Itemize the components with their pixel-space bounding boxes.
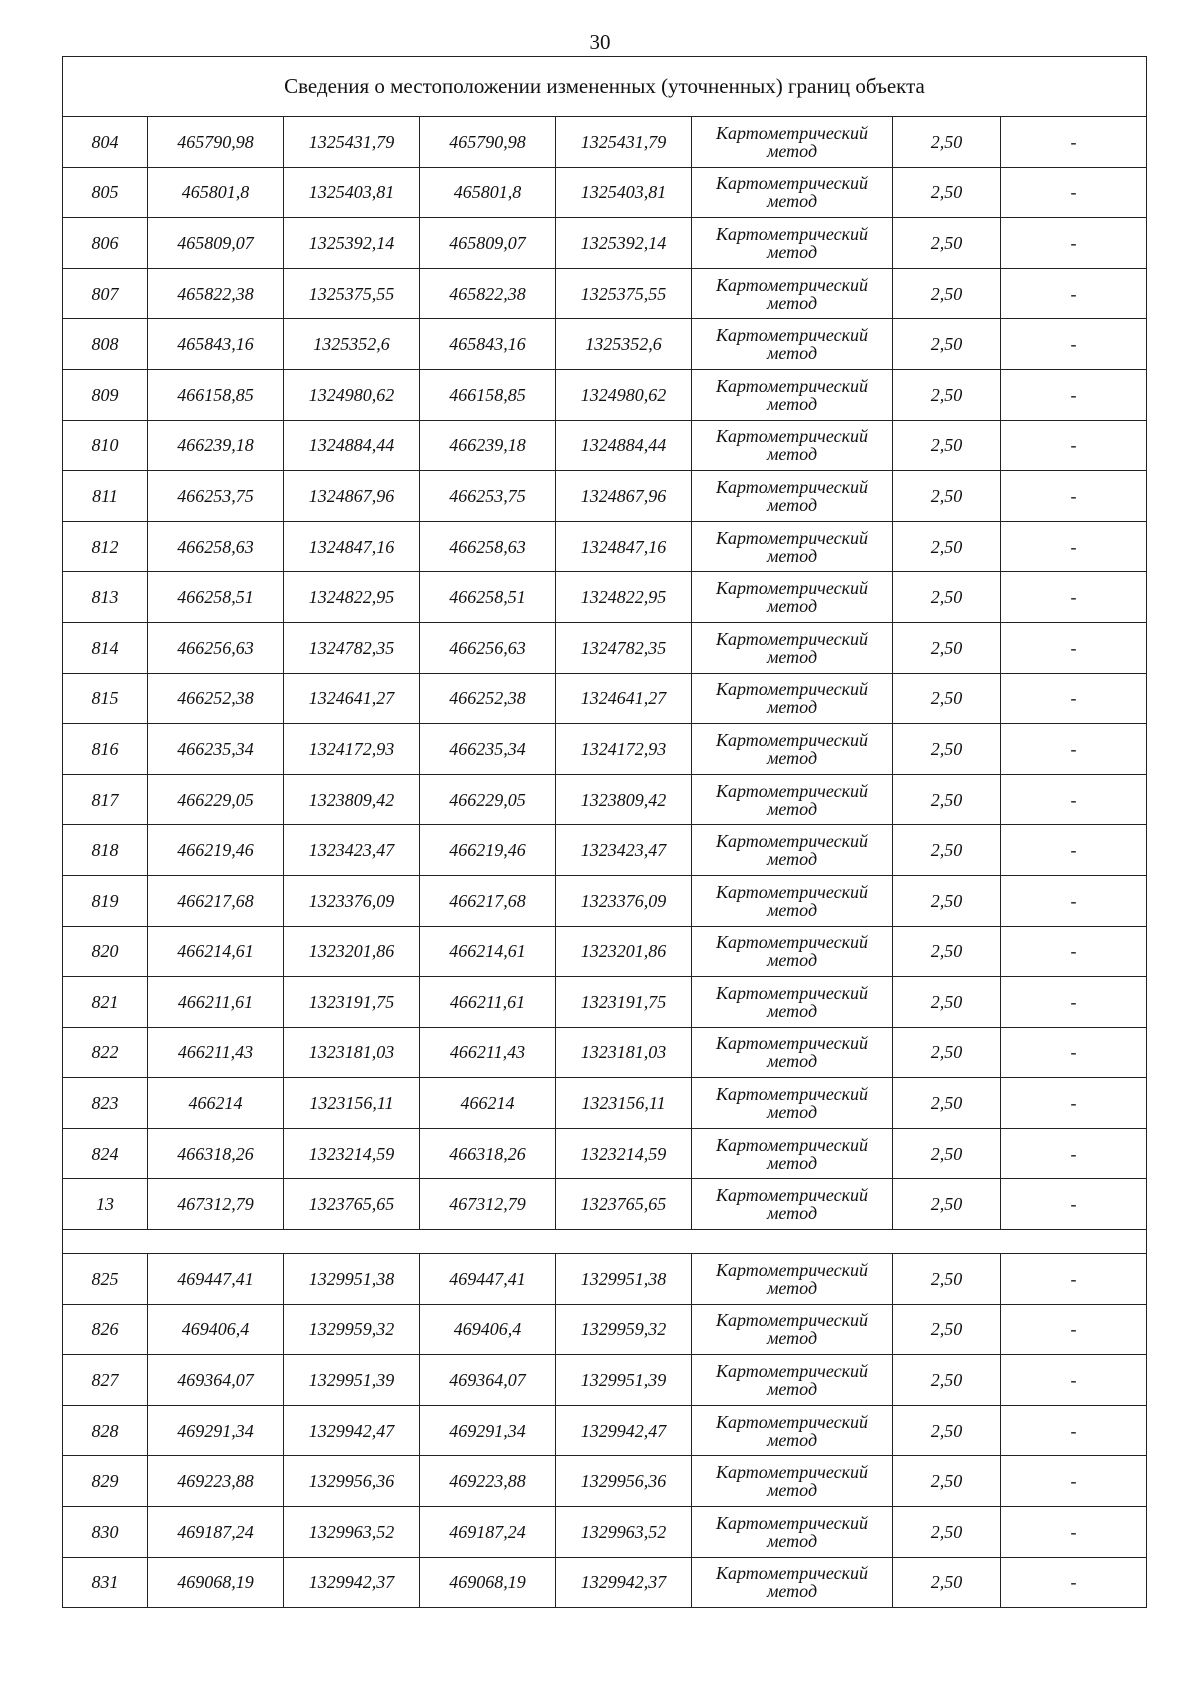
- existing-y-cell: 1329956,36: [284, 1456, 420, 1507]
- note-cell: -: [1001, 167, 1147, 218]
- accuracy-cell: 2,50: [893, 572, 1001, 623]
- refined-y-cell: 1323191,75: [556, 977, 692, 1028]
- note-cell: -: [1001, 1128, 1147, 1179]
- method-cell: Картометрический метод: [692, 1254, 893, 1305]
- method-cell: Картометрический метод: [692, 218, 893, 269]
- refined-y-cell: 1324822,95: [556, 572, 692, 623]
- note-cell: -: [1001, 1304, 1147, 1355]
- existing-x-cell: 466258,63: [148, 521, 284, 572]
- table-row: [63, 1355, 1147, 1406]
- existing-y-cell: 1329959,32: [284, 1304, 420, 1355]
- method-cell: Картометрический метод: [692, 319, 893, 370]
- note-cell: -: [1001, 926, 1147, 977]
- method-cell: Картометрический метод: [692, 673, 893, 724]
- existing-y-cell: 1324172,93: [284, 724, 420, 775]
- table-row: [63, 1078, 1147, 1129]
- point-number-cell: 805: [63, 167, 148, 218]
- note-cell: -: [1001, 572, 1147, 623]
- refined-y-cell: 1325392,14: [556, 218, 692, 269]
- refined-x-cell: 469068,19: [420, 1557, 556, 1608]
- note-cell: -: [1001, 622, 1147, 673]
- accuracy-cell: 2,50: [893, 369, 1001, 420]
- table-row: [63, 369, 1147, 420]
- refined-x-cell: 465822,38: [420, 268, 556, 319]
- refined-x-cell: 466235,34: [420, 724, 556, 775]
- note-cell: -: [1001, 1254, 1147, 1305]
- method-cell: Картометрический метод: [692, 1179, 893, 1230]
- refined-x-cell: 466214: [420, 1078, 556, 1129]
- method-cell: Картометрический метод: [692, 1078, 893, 1129]
- refined-y-cell: 1329951,39: [556, 1355, 692, 1406]
- table-row: [63, 572, 1147, 623]
- refined-y-cell: 1329956,36: [556, 1456, 692, 1507]
- accuracy-cell: 2,50: [893, 673, 1001, 724]
- point-number-cell: 806: [63, 218, 148, 269]
- existing-x-cell: 465790,98: [148, 117, 284, 168]
- point-number-cell: 831: [63, 1557, 148, 1608]
- existing-y-cell: 1323181,03: [284, 1027, 420, 1078]
- refined-y-cell: 1329963,52: [556, 1507, 692, 1558]
- accuracy-cell: 2,50: [893, 875, 1001, 926]
- existing-x-cell: 466211,61: [148, 977, 284, 1028]
- refined-y-cell: 1323201,86: [556, 926, 692, 977]
- accuracy-cell: 2,50: [893, 1557, 1001, 1608]
- point-number-cell: 13: [63, 1179, 148, 1230]
- method-cell: Картометрический метод: [692, 521, 893, 572]
- refined-y-cell: 1323181,03: [556, 1027, 692, 1078]
- accuracy-cell: 2,50: [893, 420, 1001, 471]
- note-cell: -: [1001, 673, 1147, 724]
- existing-y-cell: 1325352,6: [284, 319, 420, 370]
- existing-x-cell: 469291,34: [148, 1405, 284, 1456]
- refined-y-cell: 1329951,38: [556, 1254, 692, 1305]
- refined-y-cell: 1324847,16: [556, 521, 692, 572]
- existing-x-cell: 466158,85: [148, 369, 284, 420]
- accuracy-cell: 2,50: [893, 825, 1001, 876]
- existing-y-cell: 1323214,59: [284, 1128, 420, 1179]
- refined-y-cell: 1324884,44: [556, 420, 692, 471]
- accuracy-cell: 2,50: [893, 1355, 1001, 1406]
- refined-x-cell: 469223,88: [420, 1456, 556, 1507]
- accuracy-cell: 2,50: [893, 117, 1001, 168]
- table-row: [63, 117, 1147, 168]
- table-title-row: [63, 57, 1147, 117]
- refined-y-cell: 1323765,65: [556, 1179, 692, 1230]
- table-row: [63, 774, 1147, 825]
- method-cell: Картометрический метод: [692, 1507, 893, 1558]
- refined-y-cell: 1325403,81: [556, 167, 692, 218]
- note-cell: -: [1001, 420, 1147, 471]
- existing-y-cell: 1329951,38: [284, 1254, 420, 1305]
- existing-x-cell: 466211,43: [148, 1027, 284, 1078]
- existing-y-cell: 1323765,65: [284, 1179, 420, 1230]
- note-cell: -: [1001, 825, 1147, 876]
- refined-x-cell: 466239,18: [420, 420, 556, 471]
- page-number: 30: [589, 30, 611, 54]
- existing-y-cell: 1324847,16: [284, 521, 420, 572]
- existing-x-cell: 466318,26: [148, 1128, 284, 1179]
- refined-x-cell: 466252,38: [420, 673, 556, 724]
- point-number-cell: 828: [63, 1405, 148, 1456]
- table-row: [63, 875, 1147, 926]
- point-number-cell: 824: [63, 1128, 148, 1179]
- note-cell: -: [1001, 117, 1147, 168]
- existing-y-cell: 1323809,42: [284, 774, 420, 825]
- accuracy-cell: 2,50: [893, 521, 1001, 572]
- table-row: [63, 1128, 1147, 1179]
- accuracy-cell: 2,50: [893, 622, 1001, 673]
- point-number-cell: 827: [63, 1355, 148, 1406]
- refined-y-cell: 1325352,6: [556, 319, 692, 370]
- table-row: [63, 926, 1147, 977]
- method-cell: Картометрический метод: [692, 117, 893, 168]
- existing-y-cell: 1329963,52: [284, 1507, 420, 1558]
- refined-x-cell: 469364,07: [420, 1355, 556, 1406]
- accuracy-cell: 2,50: [893, 167, 1001, 218]
- existing-x-cell: 466258,51: [148, 572, 284, 623]
- method-cell: Картометрический метод: [692, 572, 893, 623]
- point-number-cell: 807: [63, 268, 148, 319]
- accuracy-cell: 2,50: [893, 1179, 1001, 1230]
- refined-x-cell: 466256,63: [420, 622, 556, 673]
- method-cell: Картометрический метод: [692, 1405, 893, 1456]
- refined-x-cell: 466219,46: [420, 825, 556, 876]
- note-cell: -: [1001, 1405, 1147, 1456]
- accuracy-cell: 2,50: [893, 319, 1001, 370]
- existing-x-cell: 469068,19: [148, 1557, 284, 1608]
- existing-y-cell: 1329942,37: [284, 1557, 420, 1608]
- existing-y-cell: 1324867,96: [284, 471, 420, 522]
- point-number-cell: 811: [63, 471, 148, 522]
- table-row: [63, 521, 1147, 572]
- existing-x-cell: 467312,79: [148, 1179, 284, 1230]
- accuracy-cell: 2,50: [893, 1254, 1001, 1305]
- refined-y-cell: 1329959,32: [556, 1304, 692, 1355]
- existing-y-cell: 1323201,86: [284, 926, 420, 977]
- existing-y-cell: 1324782,35: [284, 622, 420, 673]
- refined-y-cell: 1325375,55: [556, 268, 692, 319]
- point-number-cell: 821: [63, 977, 148, 1028]
- note-cell: -: [1001, 218, 1147, 269]
- point-number-cell: 804: [63, 117, 148, 168]
- note-cell: -: [1001, 1557, 1147, 1608]
- table-row: [63, 724, 1147, 775]
- existing-x-cell: 469364,07: [148, 1355, 284, 1406]
- existing-x-cell: 466253,75: [148, 471, 284, 522]
- method-cell: Картометрический метод: [692, 1128, 893, 1179]
- refined-y-cell: 1323809,42: [556, 774, 692, 825]
- existing-y-cell: 1324980,62: [284, 369, 420, 420]
- method-cell: Картометрический метод: [692, 977, 893, 1028]
- accuracy-cell: 2,50: [893, 1128, 1001, 1179]
- method-cell: Картометрический метод: [692, 926, 893, 977]
- method-cell: Картометрический метод: [692, 825, 893, 876]
- existing-y-cell: 1324884,44: [284, 420, 420, 471]
- table-row: [63, 1304, 1147, 1355]
- existing-x-cell: 466256,63: [148, 622, 284, 673]
- method-cell: Картометрический метод: [692, 369, 893, 420]
- method-cell: Картометрический метод: [692, 1027, 893, 1078]
- refined-x-cell: 469406,4: [420, 1304, 556, 1355]
- point-number-cell: 813: [63, 572, 148, 623]
- note-cell: -: [1001, 1456, 1147, 1507]
- existing-x-cell: 465809,07: [148, 218, 284, 269]
- table-row: [63, 1557, 1147, 1608]
- table-row: [63, 622, 1147, 673]
- existing-y-cell: 1325392,14: [284, 218, 420, 269]
- note-cell: -: [1001, 471, 1147, 522]
- accuracy-cell: 2,50: [893, 1078, 1001, 1129]
- method-cell: Картометрический метод: [692, 471, 893, 522]
- point-number-cell: 808: [63, 319, 148, 370]
- refined-x-cell: 467312,79: [420, 1179, 556, 1230]
- refined-x-cell: 466217,68: [420, 875, 556, 926]
- refined-y-cell: 1323214,59: [556, 1128, 692, 1179]
- existing-x-cell: 465843,16: [148, 319, 284, 370]
- table-body: [63, 57, 1147, 1608]
- table-row: [63, 167, 1147, 218]
- note-cell: -: [1001, 319, 1147, 370]
- note-cell: -: [1001, 521, 1147, 572]
- table-row: [63, 1179, 1147, 1230]
- method-cell: Картометрический метод: [692, 1304, 893, 1355]
- method-cell: Картометрический метод: [692, 167, 893, 218]
- point-number-cell: 820: [63, 926, 148, 977]
- point-number-cell: 815: [63, 673, 148, 724]
- existing-y-cell: 1323423,47: [284, 825, 420, 876]
- table-row: [63, 1027, 1147, 1078]
- point-number-cell: 826: [63, 1304, 148, 1355]
- refined-x-cell: 469447,41: [420, 1254, 556, 1305]
- existing-y-cell: 1329951,39: [284, 1355, 420, 1406]
- table-row: [63, 420, 1147, 471]
- existing-y-cell: 1325375,55: [284, 268, 420, 319]
- method-cell: Картометрический метод: [692, 774, 893, 825]
- refined-y-cell: 1324172,93: [556, 724, 692, 775]
- refined-x-cell: 466211,61: [420, 977, 556, 1028]
- point-number-cell: 809: [63, 369, 148, 420]
- method-cell: Картометрический метод: [692, 420, 893, 471]
- accuracy-cell: 2,50: [893, 926, 1001, 977]
- refined-x-cell: 466158,85: [420, 369, 556, 420]
- refined-x-cell: 465809,07: [420, 218, 556, 269]
- existing-y-cell: 1323156,11: [284, 1078, 420, 1129]
- table-row: [63, 268, 1147, 319]
- note-cell: -: [1001, 724, 1147, 775]
- accuracy-cell: 2,50: [893, 1027, 1001, 1078]
- refined-x-cell: 466318,26: [420, 1128, 556, 1179]
- method-cell: Картометрический метод: [692, 724, 893, 775]
- refined-y-cell: 1324641,27: [556, 673, 692, 724]
- existing-y-cell: 1323376,09: [284, 875, 420, 926]
- table-row: [63, 319, 1147, 370]
- table-row: [63, 1507, 1147, 1558]
- existing-y-cell: 1324822,95: [284, 572, 420, 623]
- existing-x-cell: 466252,38: [148, 673, 284, 724]
- existing-x-cell: 469223,88: [148, 1456, 284, 1507]
- refined-y-cell: 1324782,35: [556, 622, 692, 673]
- point-number-cell: 829: [63, 1456, 148, 1507]
- existing-x-cell: 466219,46: [148, 825, 284, 876]
- refined-y-cell: 1324867,96: [556, 471, 692, 522]
- point-number-cell: 810: [63, 420, 148, 471]
- table-row: [63, 825, 1147, 876]
- boundary-coordinates-table: [62, 56, 1147, 1608]
- point-number-cell: 819: [63, 875, 148, 926]
- existing-y-cell: 1323191,75: [284, 977, 420, 1028]
- existing-x-cell: 469406,4: [148, 1304, 284, 1355]
- existing-y-cell: 1329942,47: [284, 1405, 420, 1456]
- existing-x-cell: 469447,41: [148, 1254, 284, 1305]
- table-row: [63, 1405, 1147, 1456]
- existing-x-cell: 466214,61: [148, 926, 284, 977]
- method-cell: Картометрический метод: [692, 1456, 893, 1507]
- refined-x-cell: 465843,16: [420, 319, 556, 370]
- accuracy-cell: 2,50: [893, 1456, 1001, 1507]
- point-number-cell: 818: [63, 825, 148, 876]
- existing-y-cell: 1325403,81: [284, 167, 420, 218]
- method-cell: Картометрический метод: [692, 875, 893, 926]
- refined-x-cell: 466229,05: [420, 774, 556, 825]
- method-cell: Картометрический метод: [692, 1355, 893, 1406]
- note-cell: -: [1001, 977, 1147, 1028]
- point-number-cell: 825: [63, 1254, 148, 1305]
- point-number-cell: 817: [63, 774, 148, 825]
- table-row: [63, 1254, 1147, 1305]
- group-separator-cell: [63, 1230, 1147, 1254]
- refined-x-cell: 469291,34: [420, 1405, 556, 1456]
- existing-x-cell: 469187,24: [148, 1507, 284, 1558]
- existing-x-cell: 465822,38: [148, 268, 284, 319]
- refined-y-cell: 1323423,47: [556, 825, 692, 876]
- table-row: [63, 1456, 1147, 1507]
- accuracy-cell: 2,50: [893, 471, 1001, 522]
- existing-x-cell: 466235,34: [148, 724, 284, 775]
- accuracy-cell: 2,50: [893, 218, 1001, 269]
- point-number-cell: 812: [63, 521, 148, 572]
- note-cell: -: [1001, 875, 1147, 926]
- refined-x-cell: 465790,98: [420, 117, 556, 168]
- method-cell: Картометрический метод: [692, 622, 893, 673]
- table-row: [63, 977, 1147, 1028]
- refined-x-cell: 469187,24: [420, 1507, 556, 1558]
- point-number-cell: 830: [63, 1507, 148, 1558]
- refined-y-cell: 1323376,09: [556, 875, 692, 926]
- existing-y-cell: 1325431,79: [284, 117, 420, 168]
- existing-x-cell: 466217,68: [148, 875, 284, 926]
- refined-x-cell: 466253,75: [420, 471, 556, 522]
- existing-y-cell: 1324641,27: [284, 673, 420, 724]
- note-cell: -: [1001, 1179, 1147, 1230]
- note-cell: -: [1001, 1507, 1147, 1558]
- existing-x-cell: 466229,05: [148, 774, 284, 825]
- existing-x-cell: 465801,8: [148, 167, 284, 218]
- refined-y-cell: 1323156,11: [556, 1078, 692, 1129]
- refined-y-cell: 1329942,47: [556, 1405, 692, 1456]
- note-cell: -: [1001, 1027, 1147, 1078]
- refined-y-cell: 1325431,79: [556, 117, 692, 168]
- accuracy-cell: 2,50: [893, 1507, 1001, 1558]
- accuracy-cell: 2,50: [893, 977, 1001, 1028]
- refined-x-cell: 466258,51: [420, 572, 556, 623]
- accuracy-cell: 2,50: [893, 1304, 1001, 1355]
- method-cell: Картометрический метод: [692, 268, 893, 319]
- note-cell: -: [1001, 1355, 1147, 1406]
- note-cell: -: [1001, 369, 1147, 420]
- table-title: Сведения о местоположении измененных (уточненных) границ объекта: [63, 57, 1147, 117]
- table-row: [63, 673, 1147, 724]
- accuracy-cell: 2,50: [893, 774, 1001, 825]
- accuracy-cell: 2,50: [893, 1405, 1001, 1456]
- note-cell: -: [1001, 268, 1147, 319]
- table-row: [63, 218, 1147, 269]
- refined-x-cell: 465801,8: [420, 167, 556, 218]
- accuracy-cell: 2,50: [893, 268, 1001, 319]
- note-cell: -: [1001, 774, 1147, 825]
- refined-y-cell: 1324980,62: [556, 369, 692, 420]
- existing-x-cell: 466214: [148, 1078, 284, 1129]
- group-separator-row: [63, 1230, 1147, 1254]
- refined-x-cell: 466258,63: [420, 521, 556, 572]
- refined-x-cell: 466211,43: [420, 1027, 556, 1078]
- point-number-cell: 822: [63, 1027, 148, 1078]
- point-number-cell: 814: [63, 622, 148, 673]
- note-cell: -: [1001, 1078, 1147, 1129]
- existing-x-cell: 466239,18: [148, 420, 284, 471]
- refined-x-cell: 466214,61: [420, 926, 556, 977]
- table-row: [63, 471, 1147, 522]
- accuracy-cell: 2,50: [893, 724, 1001, 775]
- point-number-cell: 816: [63, 724, 148, 775]
- point-number-cell: 823: [63, 1078, 148, 1129]
- refined-y-cell: 1329942,37: [556, 1557, 692, 1608]
- method-cell: Картометрический метод: [692, 1557, 893, 1608]
